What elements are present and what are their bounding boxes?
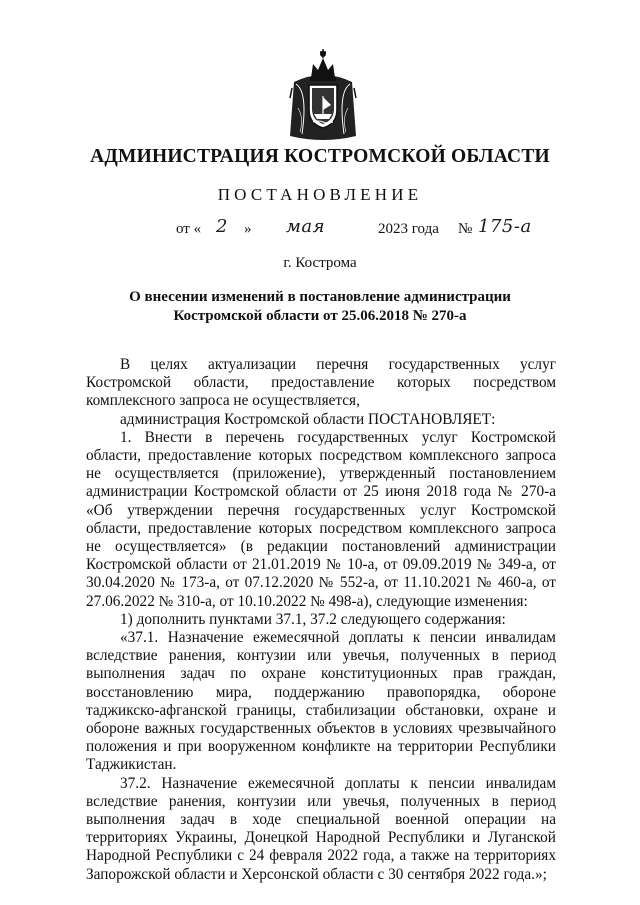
paragraph-item-1: 1. Внести в перечень государственных услуг Костромской области, предоставление которых посредством комплексного запроса не осуществляется (приложение), утвержденный постановлением администрации Костромской области от 25 июня 2018 года № 270-а «Об утверждении перечня государственных услуг Костромской области, предоставление которых посредством комплексного запроса не осуществляется» (в редакции постановлений администрации Костромской области от 21.01.2019 № 10-а, от 09.09.2019 № 349-а, от 30.04.2020 № 173-а, от 07.12.2020 № 552-а, от 11.10.2021 № 460-а, от 27.06.2022 № 310-а, от 10.10.2022 № 498-а), следующие изменения:: [86, 428, 556, 610]
document-number-handwritten: 175-а: [478, 216, 532, 237]
subject-line-2: Костромской области от 25.06.2018 № 270-а: [173, 308, 467, 324]
date-number-line: [0, 218, 640, 244]
date-year: 2023 года: [378, 221, 439, 237]
number-sign: №: [458, 221, 473, 237]
paragraph-item-37-1: «37.1. Назначение ежемесячной доплаты к пенсии инвалидам вследствие ранения, контузии или увечья, полученных в период выполнения задач по охране конституционных прав граждан, восстановлению мира, поддержанию правопорядка, обороне таджикско-афганской границы, стабилизации обстановки, охране и обороне важных государственных объектов в условиях чрезвычайного положения и при вооруженном конфликте на территории Республики Таджикистан.: [86, 629, 556, 774]
subject-heading: [0, 288, 640, 326]
document-type: ПОСТАНОВЛЕНИЕ: [217, 185, 423, 204]
organization-title: АДМИНИСТРАЦИЯ КОСТРОМСКОЙ ОБЛАСТИ: [90, 146, 550, 167]
city-name: г. Кострома: [283, 255, 357, 271]
paragraph-item-37-2: 37.2. Назначение ежемесячной доплаты к пенсии инвалидам вследствие ранения, контузии или увечья, полученных в период выполнения задач в ходе специальной военной операции на территориях Украины, Донецкой Народной Республики и Луганской Народной Республики с 24 февраля 2022 года, а также на территориях Запорожской области и Херсонской области с 30 сентября 2022 года.»;: [86, 774, 556, 883]
date-prefix: от «: [176, 221, 202, 237]
date-month-handwritten: мая: [286, 216, 326, 237]
kostroma-coat-of-arms-icon: [288, 48, 358, 144]
body-text: [86, 356, 556, 884]
subject-line-1: О внесении изменений в постановление администрации: [129, 289, 511, 305]
date-day-handwritten: 2: [216, 216, 228, 237]
paragraph-resolves: администрация Костромской области ПОСТАНОВЛЯЕТ:: [120, 410, 496, 428]
paragraph-subitem-1: 1) дополнить пунктами 37.1, 37.2 следующего содержания:: [120, 610, 506, 628]
paragraph-preamble: В целях актуализации перечня государственных услуг Костромской области, предоставление которых посредством комплексного запроса не осуществляется,: [86, 356, 556, 410]
date-close-quote: »: [244, 221, 252, 237]
